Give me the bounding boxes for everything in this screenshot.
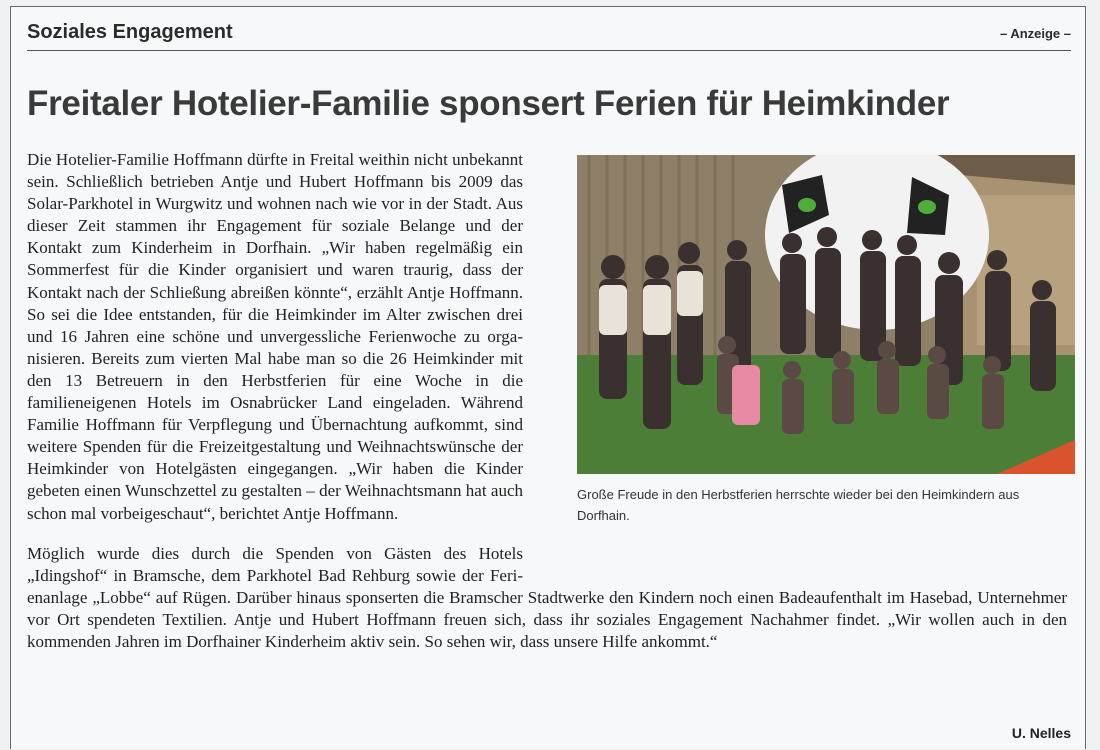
author-byline: U. Nelles [1011, 725, 1071, 741]
header-divider [27, 50, 1071, 51]
photo-caption: Große Freude in den Herbstferien herrschte wieder bei den Heimkindern aus Dorfhain. [577, 487, 1020, 523]
article-paragraph-2: Möglich wurde dies durch die Spenden von Gästen des Hotels „Idingshof“ in Bramsche, dem Parkhotel Bad Rehburg sowie der Ferienanlage „Lobbe“ auf Rügen. Darüber hinaus sponserten die Bramscher Stadtwerke den Kindern noch einen Badeaufenthalt im Hasebad, Unternehmer vor Ort spendeten Textilien. Antje und Hubert Hoffmann freuen sich, dass ihr soziales Engagement Nachahmer findet. „Wir wollen auch in den kommenden Jahren im Dorfhainer Kinderheim aktiv sein. So sehen wir, dass unsere Hilfe ankommt.“ [27, 543, 1067, 651]
newspaper-page [10, 6, 1086, 749]
group-photo [577, 155, 1075, 474]
advertisement-tag: – Anzeige – [999, 26, 1071, 41]
article-paragraph-1: Die Hotelier-Familie Hoffmann dürfte in Freital weithin nicht unbekannt sein. Schließlich betrieben Antje und Hubert Hoffmann bis 2009 das Solar-Parkhotel in Wurgwitz und wohnen nach wie vor in der Stadt. Aus dieser Zeit stammen ihr Engagement für soziale Belange und der Kontakt zum Kinderheim in Dorfhain. „Wir haben regelmäßig ein Sommerfest für die Kinder organisiert und waren traurig, dass der Kontakt nach der Schließung abreißen könnte“, erzählt Antje Hoffmann. So sei die Idee entstanden, für die Heimkinder im Alter zwischen drei und 16 Jahren eine schöne und unvergessliche Ferienwoche zu organisieren. Bereits zum vierten Mal habe man so die 26 Heimkinder mit den 13 Betreuern in den Herbstferien für eine Woche in die familieneigenen Hotels im Osnabrücker Land eingeladen. Während Familie Hoffmann für Verpflegung und Übernachtung aufkommt, sind weitere Spenden für die Freizeitgestaltung und Weihnachtswünsche der Heimkinder von Hotelgästen eingegangen. „Wir haben die Kinder gebeten einen Wunschzettel zu gestalten – der Weihnachtsmann hat auch schon mal vorbeigeschaut“, berichtet Antje Hoffmann. [27, 150, 523, 523]
section-title: Soziales Engagement [27, 21, 233, 43]
article-headline: Freitaler Hotelier-Familie sponsert Ferien für Heimkinder [27, 84, 950, 123]
